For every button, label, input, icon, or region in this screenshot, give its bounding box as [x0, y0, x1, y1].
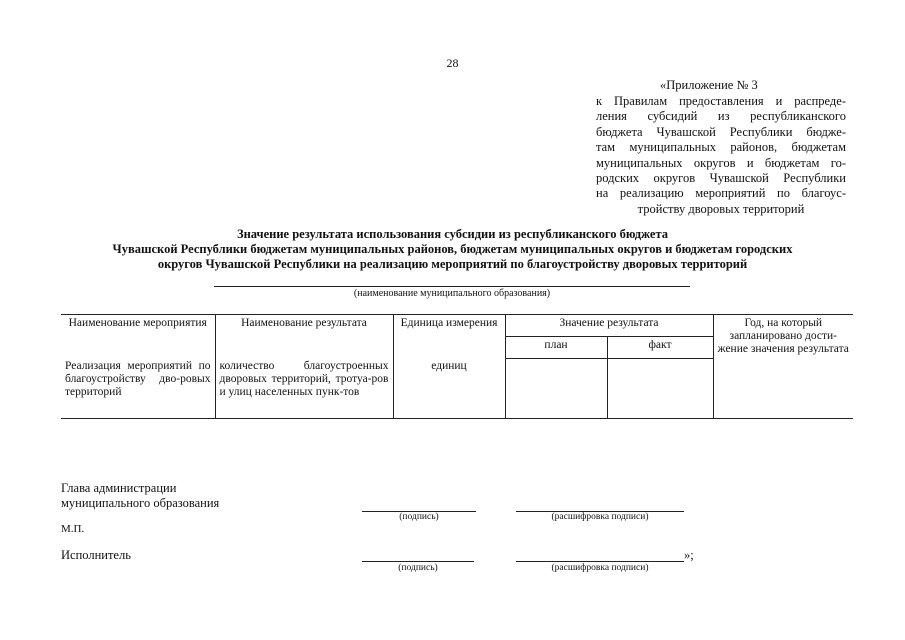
annex-title: «Приложение № 3 — [660, 78, 758, 92]
municipality-caption: (наименование муниципального образования) — [353, 288, 551, 299]
annex-line: тройству дворовых территорий — [637, 201, 805, 216]
annex-line: на реализацию мероприятий по благоус- — [596, 186, 846, 201]
closing-quote: »; — [684, 548, 694, 562]
annex-line: муниципальных округов и бюджетам го- — [596, 155, 846, 170]
head-label-line2: муниципального образования — [61, 496, 220, 510]
head-signature-caption: (подпись) — [399, 512, 439, 522]
executor-signature-caption: (подпись) — [398, 563, 438, 573]
executor-label: Исполнитель — [61, 548, 131, 562]
results-table — [61, 314, 853, 419]
head-label-line1: Глава администрации — [61, 481, 177, 495]
executor-signature-line — [362, 561, 474, 562]
header-unit: Единица измерения — [393, 315, 505, 359]
executor-decoding-line — [516, 561, 684, 562]
header-value: Значение результата — [505, 315, 713, 337]
header-year: Год, на который запланировано дости-жение значения результата — [713, 315, 853, 359]
header-event: Наименование мероприятия — [61, 315, 215, 359]
municipality-name-line — [214, 286, 690, 287]
cell-plan — [505, 358, 607, 418]
annex-line: бюджета Чувашской Республики бюдже- — [596, 124, 846, 139]
header-plan: план — [505, 336, 607, 358]
cell-year — [713, 358, 853, 418]
stamp-label: М.П. — [61, 523, 85, 535]
executor-decoding-caption: (расшифровка подписи) — [551, 563, 649, 573]
cell-result: количество благоустроенных дворовых территорий, тротуа-ров и улиц населенных пунк-тов — [215, 358, 393, 418]
title-line: Значение результата использования субсидии из республиканского бюджета — [236, 227, 669, 241]
header-result: Наименование результата — [215, 315, 393, 359]
page-number: 28 — [446, 56, 459, 70]
table-row — [61, 358, 853, 418]
head-decoding-caption: (расшифровка подписи) — [551, 512, 649, 522]
title-line: округов Чувашской Республики на реализацию мероприятий по благоустройству дворовых территорий — [157, 257, 748, 271]
annex-line: ления субсидий из республиканского — [596, 109, 846, 124]
cell-unit: единиц — [393, 358, 505, 418]
annex-body — [596, 94, 846, 217]
cell-fact — [607, 358, 713, 418]
table-header-row — [61, 315, 853, 337]
annex-line: там муниципальных районов, бюджетам — [596, 140, 846, 155]
document-title — [50, 227, 855, 272]
header-fact: факт — [607, 336, 713, 358]
annex-line: к Правилам предоставления и распреде- — [596, 94, 846, 108]
cell-event: Реализация мероприятий по благоустройству дво-ровых территорий — [61, 358, 215, 418]
annex-line: родских округов Чувашской Республики — [596, 171, 846, 186]
title-line: Чувашской Республики бюджетам муниципальных районов, бюджетам муниципальных округов и бюджетам городских — [112, 242, 793, 256]
